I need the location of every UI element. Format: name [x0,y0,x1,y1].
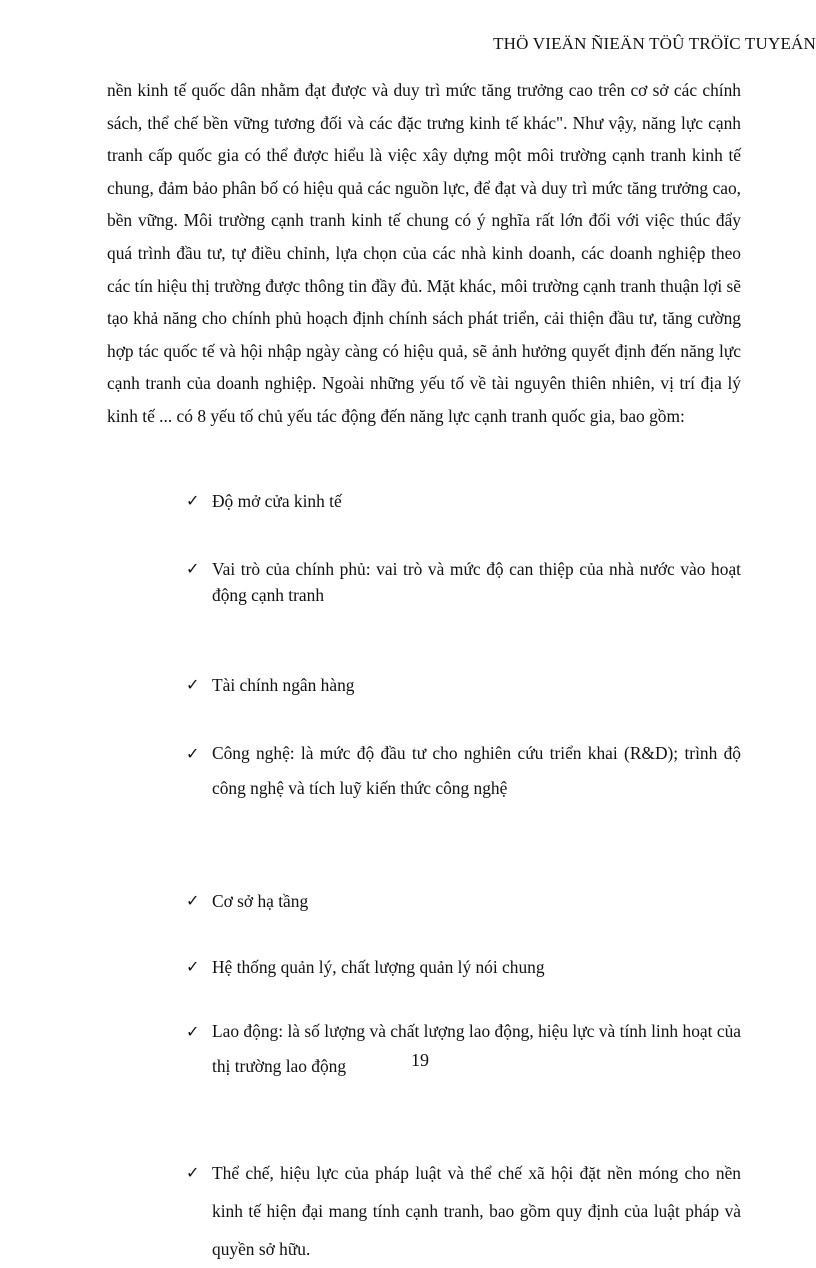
list-item-text: Lao động: là số lượng và chất lượng lao động, hiệu lực và tính linh hoạt của thị trường lao động [212,1021,741,1076]
list-item [186,954,741,980]
list-item-text: Độ mở cửa kinh tế [212,491,342,511]
list-item-text: Tài chính ngân hàng [212,675,355,695]
list-item [186,736,741,806]
checkmark-icon: ✓ [186,559,200,578]
checkmark-icon: ✓ [186,891,200,910]
checkmark-icon: ✓ [186,491,200,510]
checkmark-icon: ✓ [186,675,200,694]
checkmark-icon: ✓ [186,744,200,763]
list-item [186,888,741,914]
list-item-text: Thể chế, hiệu lực của pháp luật và thể chế xã hội đặt nền móng cho nền kinh tế hiện đại mang tính cạnh tranh, bao gồm quy định của luật pháp và quyền sở hữu. [212,1163,741,1259]
list-item [186,556,741,608]
body-paragraph: nền kinh tế quốc dân nhằm đạt được và duy trì mức tăng trưởng cao trên cơ sở các chính sách, thể chế bền vững tương đối và các đặc trưng kinh tế khác". Như vậy, năng lực cạnh tranh cấp quốc gia có thể được hiểu là việc xây dựng một môi trường cạnh tranh kinh tế chung, đảm bảo phân bố có hiệu quả các nguồn lực, để đạt và duy trì mức tăng trưởng cao, bền vững. Môi trường cạnh tranh kinh tế chung có ý nghĩa rất lớn đối với việc thúc đẩy quá trình đầu tư, tự điều chỉnh, lựa chọn của các nhà kinh doanh, các doanh nghiệp theo các tín hiệu thị trường được thông tin đầy đủ. Mặt khác, môi trường cạnh tranh thuận lợi sẽ tạo khả năng cho chính phủ hoạch định chính sách phát triển, cải thiện đầu tư, tăng cường hợp tác quốc tế và hội nhập ngày càng có hiệu quả, sẽ ảnh hưởng quyết định đến năng lực cạnh tranh của doanh nghiệp. Ngoài những yếu tố về tài nguyên thiên nhiên, vị trí địa lý kinh tế ... có 8 yếu tố chủ yếu tác động đến năng lực cạnh tranh quốc gia, bao gồm: [107,80,741,426]
list-item-text: Vai trò của chính phủ: vai trò và mức độ can thiệp của nhà nước vào hoạt động cạnh tranh [212,559,741,605]
list-item [186,1014,741,1084]
checkmark-icon: ✓ [186,1163,200,1182]
checkmark-icon: ✓ [186,1022,200,1041]
list-item-text: Hệ thống quản lý, chất lượng quản lý nói chung [212,957,545,977]
list-item [186,672,741,698]
list-item [186,488,741,514]
document-body [107,74,741,433]
page-header: THÖ VIEÄN ÑIEÄN TÖÛ TRÖÏC TUYEÁN [493,34,816,53]
list-item-text: Công nghệ: là mức độ đầu tư cho nghiên cứu triển khai (R&D); trình độ công nghệ và tích luỹ kiến thức công nghệ [212,743,741,798]
list-item-text: Cơ sở hạ tầng [212,891,309,911]
list-item [186,1154,741,1268]
page-number: 19 [411,1050,429,1070]
checkmark-icon: ✓ [186,957,200,976]
